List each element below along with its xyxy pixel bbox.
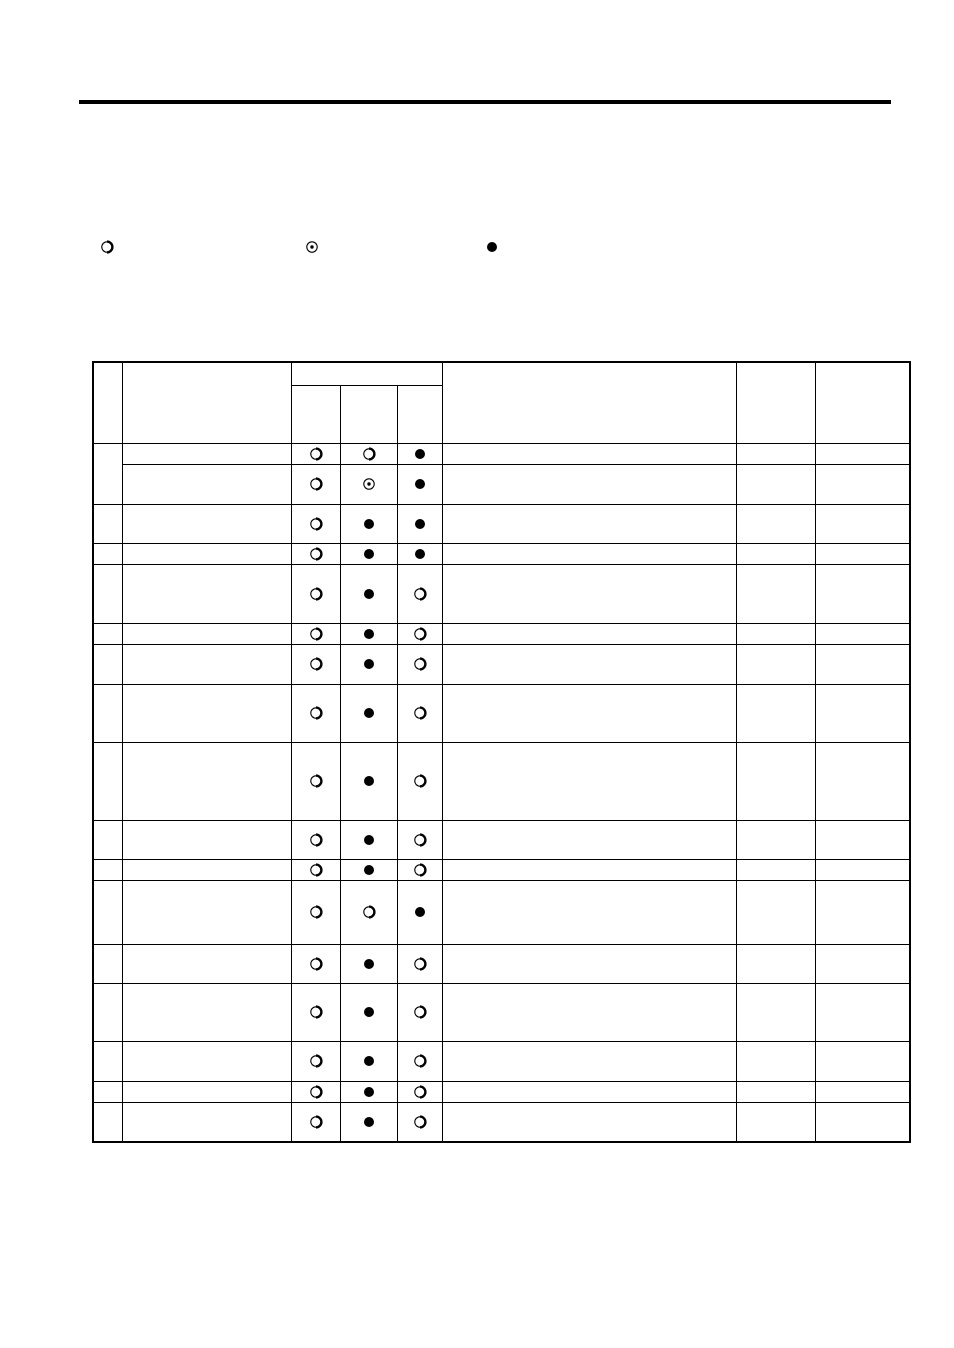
row-number-cell bbox=[93, 644, 122, 684]
col7-cell bbox=[736, 443, 815, 464]
symbol-cell bbox=[340, 623, 397, 644]
filled-circle-icon bbox=[398, 547, 442, 561]
symbol-cell bbox=[397, 944, 442, 983]
open-circle-icon bbox=[398, 706, 442, 720]
col8-cell bbox=[815, 983, 910, 1041]
symbol-cell bbox=[291, 543, 340, 564]
header-sub-3 bbox=[397, 385, 442, 443]
item-cell bbox=[122, 880, 291, 944]
symbol-cell bbox=[291, 880, 340, 944]
dotted-circle-icon bbox=[341, 477, 397, 491]
col8-cell bbox=[815, 543, 910, 564]
open-circle-icon bbox=[398, 1115, 442, 1129]
col7-cell bbox=[736, 644, 815, 684]
symbol-cell bbox=[291, 1081, 340, 1102]
symbol-cell bbox=[397, 742, 442, 820]
item-cell bbox=[122, 859, 291, 880]
open-circle-icon bbox=[292, 517, 340, 531]
symbol-cell bbox=[397, 1041, 442, 1081]
item-cell bbox=[122, 504, 291, 543]
col7-cell bbox=[736, 983, 815, 1041]
open-circle-icon bbox=[398, 1054, 442, 1068]
filled-circle-icon bbox=[341, 517, 397, 531]
symbol-cell bbox=[291, 504, 340, 543]
table-row bbox=[93, 684, 910, 742]
symbol-cell bbox=[397, 880, 442, 944]
symbol-cell bbox=[291, 1102, 340, 1142]
description-cell bbox=[442, 543, 736, 564]
open-circle-icon bbox=[292, 627, 340, 641]
symbol-cell bbox=[397, 644, 442, 684]
open-circle-icon bbox=[398, 774, 442, 788]
item-cell bbox=[122, 1041, 291, 1081]
col8-cell bbox=[815, 1102, 910, 1142]
description-cell bbox=[442, 623, 736, 644]
symbol-cell bbox=[340, 1102, 397, 1142]
row-number-cell bbox=[93, 880, 122, 944]
table-row bbox=[93, 1102, 910, 1142]
open-circle-icon bbox=[292, 1085, 340, 1099]
table-row bbox=[93, 742, 910, 820]
symbol-cell bbox=[397, 684, 442, 742]
col7-cell bbox=[736, 820, 815, 859]
col7-cell bbox=[736, 944, 815, 983]
open-circle-icon bbox=[398, 587, 442, 601]
header-sub-2 bbox=[340, 385, 397, 443]
table-row bbox=[93, 983, 910, 1041]
symbol-cell bbox=[397, 983, 442, 1041]
symbol-cell bbox=[340, 983, 397, 1041]
table-row bbox=[93, 504, 910, 543]
col7-cell bbox=[736, 1041, 815, 1081]
col8-cell bbox=[815, 504, 910, 543]
filled-circle-icon bbox=[341, 706, 397, 720]
description-cell bbox=[442, 443, 736, 464]
description-cell bbox=[442, 464, 736, 504]
open-circle-icon bbox=[398, 1005, 442, 1019]
item-cell bbox=[122, 623, 291, 644]
table-row bbox=[93, 564, 910, 623]
row-number-cell bbox=[93, 859, 122, 880]
symbol-cell bbox=[291, 644, 340, 684]
open-circle-icon bbox=[292, 957, 340, 971]
symbol-cell bbox=[397, 543, 442, 564]
symbol-cell bbox=[291, 464, 340, 504]
description-cell bbox=[442, 859, 736, 880]
filled-circle-icon bbox=[341, 957, 397, 971]
compatibility-table bbox=[92, 361, 911, 1143]
symbol-cell bbox=[340, 742, 397, 820]
col7-cell bbox=[736, 859, 815, 880]
col8-cell bbox=[815, 880, 910, 944]
open-circle-icon bbox=[292, 477, 340, 491]
symbol-cell bbox=[340, 880, 397, 944]
symbol-cell bbox=[291, 1041, 340, 1081]
row-number-cell bbox=[93, 504, 122, 543]
row-number-cell bbox=[93, 543, 122, 564]
filled-circle-icon bbox=[341, 1115, 397, 1129]
open-circle-icon bbox=[292, 1005, 340, 1019]
header-group bbox=[291, 362, 442, 385]
legend-filled-circle-icon bbox=[485, 240, 501, 256]
filled-circle-icon bbox=[341, 774, 397, 788]
row-number-cell bbox=[93, 684, 122, 742]
description-cell bbox=[442, 504, 736, 543]
open-circle-icon bbox=[398, 863, 442, 877]
legend-open-circle-icon bbox=[100, 240, 116, 256]
header-no bbox=[93, 362, 122, 443]
open-circle-icon bbox=[292, 706, 340, 720]
row-number-cell bbox=[93, 623, 122, 644]
col7-cell bbox=[736, 504, 815, 543]
col8-cell bbox=[815, 443, 910, 464]
row-number-cell bbox=[93, 983, 122, 1041]
symbol-cell bbox=[397, 1081, 442, 1102]
col8-cell bbox=[815, 644, 910, 684]
item-cell bbox=[122, 464, 291, 504]
table-row bbox=[93, 1041, 910, 1081]
legend-dotted-circle-icon bbox=[305, 240, 321, 256]
open-circle-icon bbox=[292, 1115, 340, 1129]
item-cell bbox=[122, 443, 291, 464]
open-circle-icon bbox=[292, 447, 340, 461]
description-cell bbox=[442, 983, 736, 1041]
col8-cell bbox=[815, 1041, 910, 1081]
item-cell bbox=[122, 983, 291, 1041]
item-cell bbox=[122, 742, 291, 820]
symbol-cell bbox=[340, 684, 397, 742]
item-cell bbox=[122, 820, 291, 859]
open-circle-icon bbox=[292, 547, 340, 561]
top-rule bbox=[79, 100, 891, 104]
symbol-cell bbox=[291, 820, 340, 859]
description-cell bbox=[442, 820, 736, 859]
col8-cell bbox=[815, 944, 910, 983]
col7-cell bbox=[736, 623, 815, 644]
filled-circle-icon bbox=[341, 627, 397, 641]
filled-circle-icon bbox=[398, 905, 442, 919]
header-col7 bbox=[736, 362, 815, 443]
symbol-cell bbox=[340, 543, 397, 564]
col7-cell bbox=[736, 880, 815, 944]
table-row bbox=[93, 820, 910, 859]
open-circle-icon bbox=[292, 587, 340, 601]
col7-cell bbox=[736, 564, 815, 623]
col8-cell bbox=[815, 623, 910, 644]
description-cell bbox=[442, 564, 736, 623]
symbol-cell bbox=[397, 504, 442, 543]
symbol-cell bbox=[340, 464, 397, 504]
symbol-cell bbox=[397, 623, 442, 644]
symbol-cell bbox=[340, 443, 397, 464]
item-cell bbox=[122, 684, 291, 742]
filled-circle-icon bbox=[341, 1054, 397, 1068]
item-cell bbox=[122, 944, 291, 983]
col8-cell bbox=[815, 564, 910, 623]
filled-circle-icon bbox=[341, 833, 397, 847]
table-row bbox=[93, 464, 910, 504]
symbol-cell bbox=[340, 644, 397, 684]
filled-circle-icon bbox=[341, 863, 397, 877]
table-row bbox=[93, 543, 910, 564]
item-cell bbox=[122, 543, 291, 564]
col7-cell bbox=[736, 464, 815, 504]
symbol-cell bbox=[291, 944, 340, 983]
header-item bbox=[122, 362, 291, 443]
filled-circle-icon bbox=[341, 547, 397, 561]
open-circle-icon bbox=[292, 774, 340, 788]
col7-cell bbox=[736, 543, 815, 564]
item-cell bbox=[122, 644, 291, 684]
row-number-cell bbox=[93, 1081, 122, 1102]
description-cell bbox=[442, 1041, 736, 1081]
row-number-cell bbox=[93, 820, 122, 859]
header-col8 bbox=[815, 362, 910, 443]
open-circle-icon bbox=[398, 627, 442, 641]
filled-circle-icon bbox=[341, 587, 397, 601]
description-cell bbox=[442, 684, 736, 742]
filled-circle-icon bbox=[341, 1085, 397, 1099]
table-row bbox=[93, 1081, 910, 1102]
item-cell bbox=[122, 1081, 291, 1102]
symbol-cell bbox=[340, 504, 397, 543]
filled-circle-icon bbox=[398, 447, 442, 461]
open-circle-icon bbox=[292, 1054, 340, 1068]
symbol-cell bbox=[291, 684, 340, 742]
col8-cell bbox=[815, 464, 910, 504]
symbol-cell bbox=[340, 1081, 397, 1102]
symbol-cell bbox=[291, 742, 340, 820]
open-circle-icon bbox=[398, 957, 442, 971]
open-circle-icon bbox=[292, 863, 340, 877]
description-cell bbox=[442, 1102, 736, 1142]
row-number-cell bbox=[93, 1041, 122, 1081]
description-cell bbox=[442, 742, 736, 820]
table-row bbox=[93, 644, 910, 684]
symbol-cell bbox=[340, 944, 397, 983]
col7-cell bbox=[736, 1081, 815, 1102]
symbol-cell bbox=[291, 564, 340, 623]
table-row bbox=[93, 623, 910, 644]
col8-cell bbox=[815, 742, 910, 820]
table-row bbox=[93, 859, 910, 880]
col7-cell bbox=[736, 742, 815, 820]
filled-circle-icon bbox=[341, 1005, 397, 1019]
symbol-cell bbox=[397, 443, 442, 464]
row-number-cell bbox=[93, 944, 122, 983]
col8-cell bbox=[815, 1081, 910, 1102]
symbol-cell bbox=[397, 464, 442, 504]
header-sub-1 bbox=[291, 385, 340, 443]
open-circle-icon bbox=[292, 905, 340, 919]
item-cell bbox=[122, 564, 291, 623]
symbol-cell bbox=[397, 1102, 442, 1142]
table-row bbox=[93, 944, 910, 983]
symbol-cell bbox=[291, 623, 340, 644]
symbol-cell bbox=[340, 1041, 397, 1081]
symbol-cell bbox=[340, 564, 397, 623]
description-cell bbox=[442, 1081, 736, 1102]
open-circle-icon bbox=[398, 833, 442, 847]
open-circle-icon bbox=[292, 657, 340, 671]
row-number-cell bbox=[93, 564, 122, 623]
col8-cell bbox=[815, 859, 910, 880]
symbol-cell bbox=[397, 820, 442, 859]
symbol-cell bbox=[291, 859, 340, 880]
col8-cell bbox=[815, 684, 910, 742]
col8-cell bbox=[815, 820, 910, 859]
header-description bbox=[442, 362, 736, 443]
open-circle-icon bbox=[398, 657, 442, 671]
filled-circle-icon bbox=[398, 477, 442, 491]
table-row bbox=[93, 880, 910, 944]
open-circle-icon bbox=[398, 1085, 442, 1099]
filled-circle-icon bbox=[341, 657, 397, 671]
description-cell bbox=[442, 644, 736, 684]
symbol-cell bbox=[291, 443, 340, 464]
symbol-cell bbox=[340, 859, 397, 880]
item-cell bbox=[122, 1102, 291, 1142]
open-circle-icon bbox=[292, 833, 340, 847]
col7-cell bbox=[736, 1102, 815, 1142]
symbol-cell bbox=[291, 983, 340, 1041]
table-row bbox=[93, 443, 910, 464]
row-number-cell bbox=[93, 443, 122, 504]
open-circle-icon bbox=[341, 447, 397, 461]
description-cell bbox=[442, 944, 736, 983]
filled-circle-icon bbox=[398, 517, 442, 531]
symbol-cell bbox=[397, 564, 442, 623]
symbol-cell bbox=[340, 820, 397, 859]
col7-cell bbox=[736, 684, 815, 742]
row-number-cell bbox=[93, 742, 122, 820]
symbol-cell bbox=[397, 859, 442, 880]
description-cell bbox=[442, 880, 736, 944]
open-circle-icon bbox=[341, 905, 397, 919]
row-number-cell bbox=[93, 1102, 122, 1142]
